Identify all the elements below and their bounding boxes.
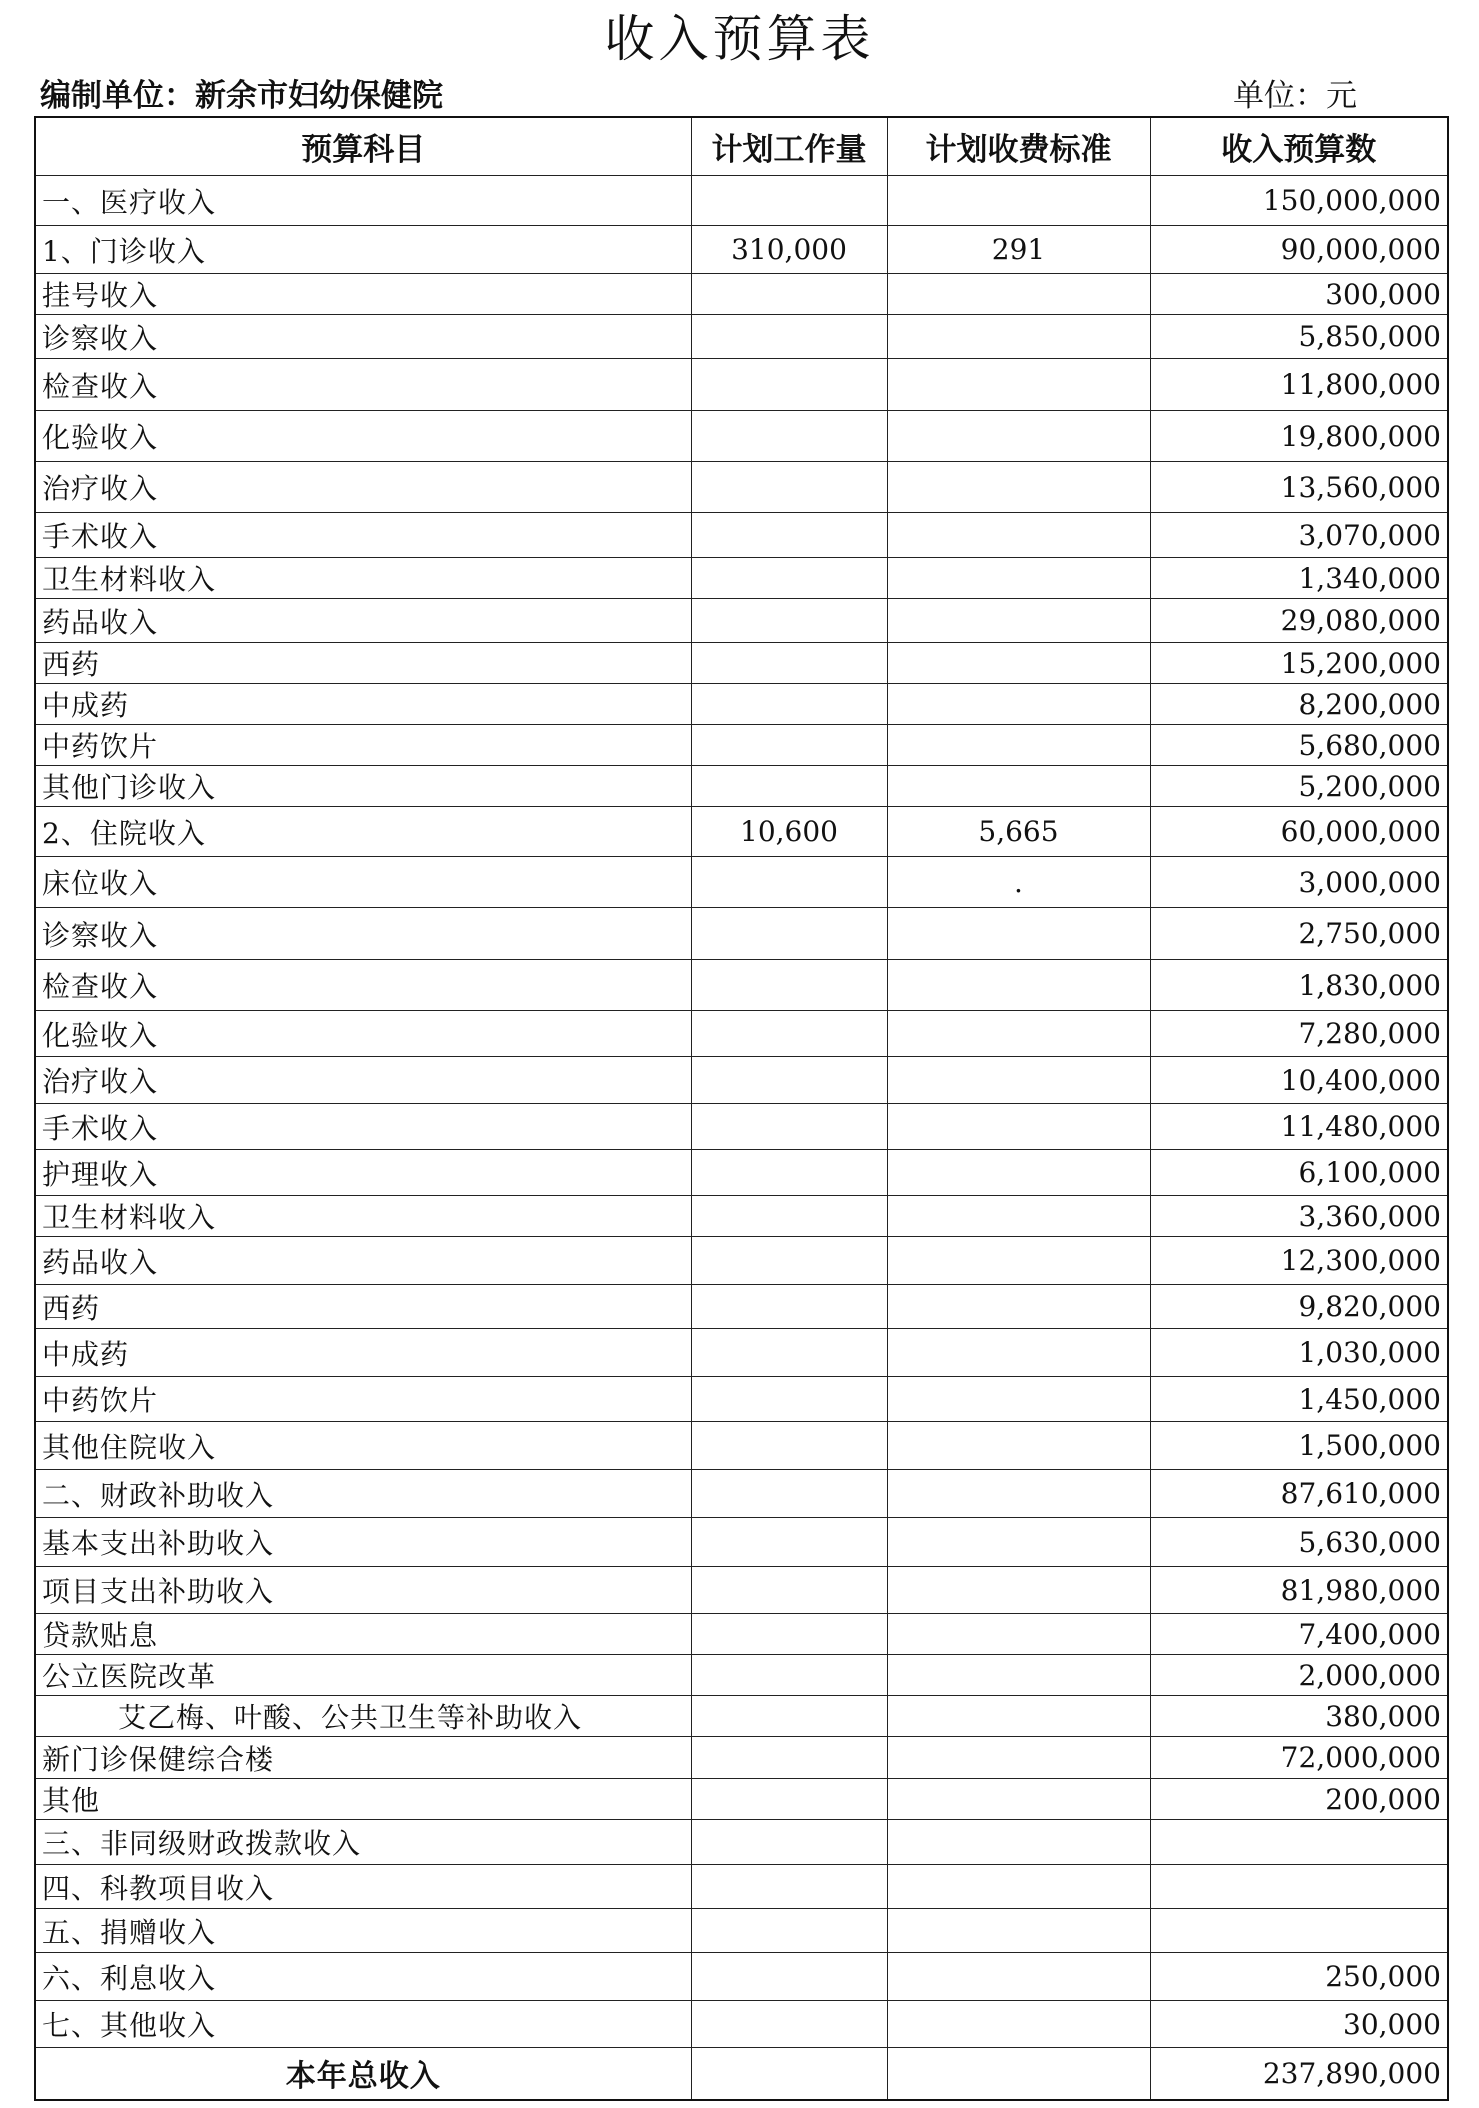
row-name: 中成药 bbox=[35, 684, 691, 725]
row-fee bbox=[887, 643, 1150, 684]
row-name: 七、其他收入 bbox=[35, 2001, 691, 2048]
row-workload: 10,600 bbox=[691, 807, 887, 857]
row-amount: 7,280,000 bbox=[1150, 1011, 1448, 1057]
header-budget-item: 预算科目 bbox=[35, 117, 691, 176]
row-amount: 87,610,000 bbox=[1150, 1470, 1448, 1518]
row-amount: 3,360,000 bbox=[1150, 1196, 1448, 1237]
table-row bbox=[35, 2048, 1448, 2100]
row-fee bbox=[887, 411, 1150, 462]
row-fee bbox=[887, 1779, 1150, 1820]
row-workload bbox=[691, 960, 887, 1011]
row-workload bbox=[691, 1655, 887, 1696]
row-workload bbox=[691, 411, 887, 462]
row-name: 挂号收入 bbox=[35, 274, 691, 315]
row-name: 项目支出补助收入 bbox=[35, 1567, 691, 1614]
table-row bbox=[35, 684, 1448, 725]
table-row bbox=[35, 558, 1448, 599]
header-planned-fee: 计划收费标准 bbox=[887, 117, 1150, 176]
row-workload bbox=[691, 857, 887, 908]
row-fee bbox=[887, 908, 1150, 960]
row-fee bbox=[887, 274, 1150, 315]
row-workload bbox=[691, 2001, 887, 2048]
row-amount: 2,000,000 bbox=[1150, 1655, 1448, 1696]
row-workload bbox=[691, 1196, 887, 1237]
row-fee bbox=[887, 1820, 1150, 1865]
table-row bbox=[35, 1329, 1448, 1377]
table-row bbox=[35, 176, 1448, 226]
table-row bbox=[35, 1057, 1448, 1104]
row-fee bbox=[887, 1377, 1150, 1422]
row-amount: 5,630,000 bbox=[1150, 1518, 1448, 1567]
row-fee bbox=[887, 462, 1150, 513]
table-row bbox=[35, 226, 1448, 274]
row-amount bbox=[1150, 1865, 1448, 1909]
row-name: 中药饮片 bbox=[35, 1377, 691, 1422]
row-workload bbox=[691, 599, 887, 643]
table-row bbox=[35, 807, 1448, 857]
row-name: 卫生材料收入 bbox=[35, 1196, 691, 1237]
table-row bbox=[35, 1150, 1448, 1196]
row-name: 六、利息收入 bbox=[35, 1953, 691, 2001]
table-row bbox=[35, 1909, 1448, 1953]
row-workload bbox=[691, 1329, 887, 1377]
row-amount: 11,480,000 bbox=[1150, 1104, 1448, 1150]
row-name: 手术收入 bbox=[35, 513, 691, 558]
row-name: 中成药 bbox=[35, 1329, 691, 1377]
row-amount: 3,070,000 bbox=[1150, 513, 1448, 558]
row-name: 治疗收入 bbox=[35, 462, 691, 513]
row-amount: 30,000 bbox=[1150, 2001, 1448, 2048]
row-workload bbox=[691, 1422, 887, 1470]
row-amount: 200,000 bbox=[1150, 1779, 1448, 1820]
table-row bbox=[35, 1237, 1448, 1285]
table-row bbox=[35, 1820, 1448, 1865]
row-workload: 310,000 bbox=[691, 226, 887, 274]
row-workload bbox=[691, 359, 887, 411]
row-amount: 15,200,000 bbox=[1150, 643, 1448, 684]
table-row bbox=[35, 908, 1448, 960]
row-amount: 6,100,000 bbox=[1150, 1150, 1448, 1196]
row-fee bbox=[887, 1470, 1150, 1518]
row-workload bbox=[691, 1237, 887, 1285]
row-fee bbox=[887, 1567, 1150, 1614]
row-name: 其他 bbox=[35, 1779, 691, 1820]
row-name: 二、财政补助收入 bbox=[35, 1470, 691, 1518]
table-row bbox=[35, 1422, 1448, 1470]
table-row bbox=[35, 462, 1448, 513]
table-row bbox=[35, 1470, 1448, 1518]
row-fee bbox=[887, 684, 1150, 725]
table-row bbox=[35, 1104, 1448, 1150]
row-amount: 8,200,000 bbox=[1150, 684, 1448, 725]
table-row bbox=[35, 1865, 1448, 1909]
row-name: 一、医疗收入 bbox=[35, 176, 691, 226]
row-amount: 90,000,000 bbox=[1150, 226, 1448, 274]
row-name: 西药 bbox=[35, 643, 691, 684]
table-row bbox=[35, 2001, 1448, 2048]
row-workload bbox=[691, 274, 887, 315]
row-name: 2、住院收入 bbox=[35, 807, 691, 857]
table-row bbox=[35, 960, 1448, 1011]
table-row bbox=[35, 1196, 1448, 1237]
row-workload bbox=[691, 908, 887, 960]
row-fee bbox=[887, 1237, 1150, 1285]
row-amount: 10,400,000 bbox=[1150, 1057, 1448, 1104]
row-amount: 380,000 bbox=[1150, 1696, 1448, 1737]
table-row bbox=[35, 359, 1448, 411]
row-fee bbox=[887, 1329, 1150, 1377]
table-row bbox=[35, 1779, 1448, 1820]
row-workload bbox=[691, 1909, 887, 1953]
row-workload bbox=[691, 684, 887, 725]
row-workload bbox=[691, 2048, 887, 2100]
row-workload bbox=[691, 315, 887, 359]
row-name: 检查收入 bbox=[35, 359, 691, 411]
row-name: 手术收入 bbox=[35, 1104, 691, 1150]
row-amount: 5,850,000 bbox=[1150, 315, 1448, 359]
row-amount: 81,980,000 bbox=[1150, 1567, 1448, 1614]
table-row bbox=[35, 1285, 1448, 1329]
row-name: 床位收入 bbox=[35, 857, 691, 908]
row-fee bbox=[887, 1953, 1150, 2001]
row-amount: 2,750,000 bbox=[1150, 908, 1448, 960]
table-row bbox=[35, 1614, 1448, 1655]
row-amount: 150,000,000 bbox=[1150, 176, 1448, 226]
row-workload bbox=[691, 643, 887, 684]
row-fee bbox=[887, 725, 1150, 766]
currency-unit-label: 单位：元 bbox=[1233, 78, 1357, 114]
table-row bbox=[35, 1655, 1448, 1696]
row-amount: 300,000 bbox=[1150, 274, 1448, 315]
row-amount: 19,800,000 bbox=[1150, 411, 1448, 462]
row-fee bbox=[887, 1909, 1150, 1953]
row-name: 护理收入 bbox=[35, 1150, 691, 1196]
row-amount: 72,000,000 bbox=[1150, 1737, 1448, 1779]
table-row bbox=[35, 643, 1448, 684]
row-workload bbox=[691, 1057, 887, 1104]
row-amount: 1,830,000 bbox=[1150, 960, 1448, 1011]
row-amount: 5,680,000 bbox=[1150, 725, 1448, 766]
row-amount: 9,820,000 bbox=[1150, 1285, 1448, 1329]
table-row bbox=[35, 411, 1448, 462]
row-name: 化验收入 bbox=[35, 1011, 691, 1057]
row-name: 基本支出补助收入 bbox=[35, 1518, 691, 1567]
row-amount: 29,080,000 bbox=[1150, 599, 1448, 643]
row-workload bbox=[691, 766, 887, 807]
row-name: 五、捐赠收入 bbox=[35, 1909, 691, 1953]
row-name: 卫生材料收入 bbox=[35, 558, 691, 599]
row-workload bbox=[691, 1150, 887, 1196]
row-workload bbox=[691, 1779, 887, 1820]
table-row bbox=[35, 315, 1448, 359]
table-body bbox=[35, 176, 1448, 2100]
row-amount: 3,000,000 bbox=[1150, 857, 1448, 908]
row-name: 新门诊保健综合楼 bbox=[35, 1737, 691, 1779]
row-name: 诊察收入 bbox=[35, 315, 691, 359]
row-fee: 291 bbox=[887, 226, 1150, 274]
row-amount: 1,450,000 bbox=[1150, 1377, 1448, 1422]
row-workload bbox=[691, 1865, 887, 1909]
row-workload bbox=[691, 462, 887, 513]
row-fee: . bbox=[887, 857, 1150, 908]
row-workload bbox=[691, 1518, 887, 1567]
table-header-row bbox=[35, 117, 1448, 176]
row-workload bbox=[691, 1285, 887, 1329]
row-fee bbox=[887, 1737, 1150, 1779]
row-name: 检查收入 bbox=[35, 960, 691, 1011]
row-workload bbox=[691, 558, 887, 599]
table-row bbox=[35, 766, 1448, 807]
row-fee bbox=[887, 315, 1150, 359]
row-name: 诊察收入 bbox=[35, 908, 691, 960]
table-row bbox=[35, 1567, 1448, 1614]
row-workload bbox=[691, 1953, 887, 2001]
row-name: 公立医院改革 bbox=[35, 1655, 691, 1696]
row-name: 艾乙梅、叶酸、公共卫生等补助收入 bbox=[35, 1696, 691, 1737]
row-fee bbox=[887, 1150, 1150, 1196]
row-workload bbox=[691, 1567, 887, 1614]
row-amount: 13,560,000 bbox=[1150, 462, 1448, 513]
row-amount: 1,500,000 bbox=[1150, 1422, 1448, 1470]
row-amount: 11,800,000 bbox=[1150, 359, 1448, 411]
row-fee bbox=[887, 2048, 1150, 2100]
header-budget-amount: 收入预算数 bbox=[1150, 117, 1448, 176]
row-name: 化验收入 bbox=[35, 411, 691, 462]
row-workload bbox=[691, 1470, 887, 1518]
row-fee bbox=[887, 1196, 1150, 1237]
row-workload bbox=[691, 176, 887, 226]
row-amount: 5,200,000 bbox=[1150, 766, 1448, 807]
row-fee bbox=[887, 359, 1150, 411]
row-name: 三、非同级财政拨款收入 bbox=[35, 1820, 691, 1865]
table-row bbox=[35, 1696, 1448, 1737]
table-row bbox=[35, 725, 1448, 766]
row-fee bbox=[887, 558, 1150, 599]
page-title: 收入预算表 bbox=[604, 10, 875, 68]
row-fee bbox=[887, 1285, 1150, 1329]
row-name: 其他住院收入 bbox=[35, 1422, 691, 1470]
header-planned-workload: 计划工作量 bbox=[691, 117, 887, 176]
table-row bbox=[35, 1518, 1448, 1567]
row-amount: 12,300,000 bbox=[1150, 1237, 1448, 1285]
row-amount bbox=[1150, 1820, 1448, 1865]
table-row bbox=[35, 274, 1448, 315]
compiler-label: 编制单位：新余市妇幼保健院 bbox=[40, 78, 443, 114]
row-fee bbox=[887, 766, 1150, 807]
row-amount: 60,000,000 bbox=[1150, 807, 1448, 857]
row-fee bbox=[887, 1518, 1150, 1567]
row-workload bbox=[691, 1737, 887, 1779]
table-row bbox=[35, 1953, 1448, 2001]
row-workload bbox=[691, 725, 887, 766]
row-workload bbox=[691, 1614, 887, 1655]
row-fee bbox=[887, 176, 1150, 226]
row-fee bbox=[887, 513, 1150, 558]
row-workload bbox=[691, 1011, 887, 1057]
row-fee bbox=[887, 1104, 1150, 1150]
row-name: 本年总收入 bbox=[35, 2048, 691, 2100]
row-amount: 1,030,000 bbox=[1150, 1329, 1448, 1377]
row-fee bbox=[887, 960, 1150, 1011]
row-name: 药品收入 bbox=[35, 1237, 691, 1285]
row-workload bbox=[691, 1696, 887, 1737]
row-workload bbox=[691, 1104, 887, 1150]
row-workload bbox=[691, 1820, 887, 1865]
row-fee bbox=[887, 1655, 1150, 1696]
row-amount: 237,890,000 bbox=[1150, 2048, 1448, 2100]
table-row bbox=[35, 1737, 1448, 1779]
table-row bbox=[35, 513, 1448, 558]
row-name: 药品收入 bbox=[35, 599, 691, 643]
row-name: 西药 bbox=[35, 1285, 691, 1329]
row-amount: 7,400,000 bbox=[1150, 1614, 1448, 1655]
table-row bbox=[35, 1011, 1448, 1057]
row-amount: 1,340,000 bbox=[1150, 558, 1448, 599]
row-fee bbox=[887, 1011, 1150, 1057]
row-amount bbox=[1150, 1909, 1448, 1953]
row-workload bbox=[691, 1377, 887, 1422]
row-fee bbox=[887, 1696, 1150, 1737]
row-name: 治疗收入 bbox=[35, 1057, 691, 1104]
row-name: 中药饮片 bbox=[35, 725, 691, 766]
table-row bbox=[35, 599, 1448, 643]
row-fee bbox=[887, 1865, 1150, 1909]
row-name: 其他门诊收入 bbox=[35, 766, 691, 807]
row-fee bbox=[887, 2001, 1150, 2048]
row-fee bbox=[887, 599, 1150, 643]
row-name: 1、门诊收入 bbox=[35, 226, 691, 274]
row-name: 贷款贴息 bbox=[35, 1614, 691, 1655]
table-row bbox=[35, 1377, 1448, 1422]
row-fee bbox=[887, 1422, 1150, 1470]
row-fee bbox=[887, 1614, 1150, 1655]
row-workload bbox=[691, 513, 887, 558]
row-fee bbox=[887, 1057, 1150, 1104]
table-row bbox=[35, 857, 1448, 908]
row-name: 四、科教项目收入 bbox=[35, 1865, 691, 1909]
income-budget-table bbox=[34, 116, 1449, 2101]
row-amount: 250,000 bbox=[1150, 1953, 1448, 2001]
row-fee: 5,665 bbox=[887, 807, 1150, 857]
